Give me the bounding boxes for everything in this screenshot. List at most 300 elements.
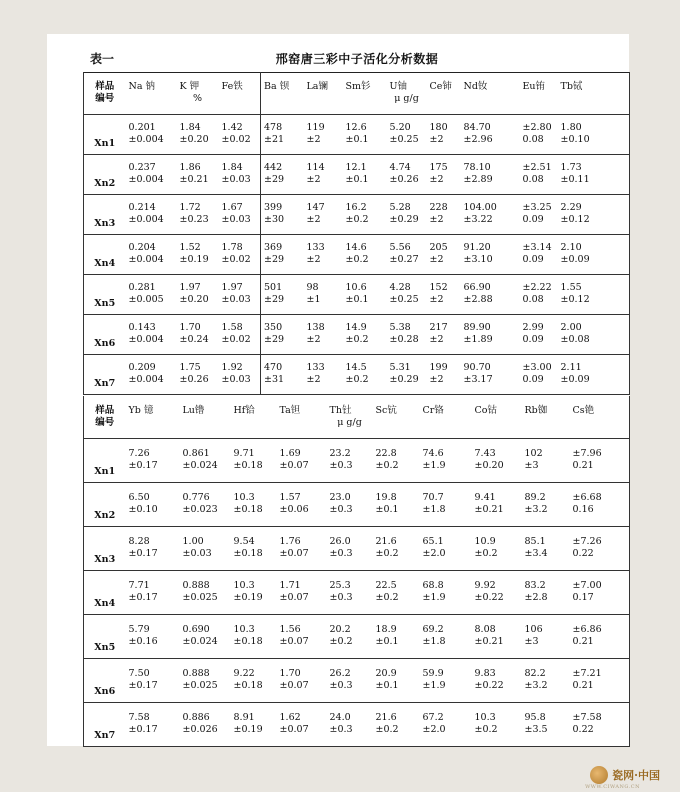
measured-value: 9.41 [474,492,496,503]
data-cell [520,194,558,234]
measured-value: 1.57 [279,492,301,503]
data-cell [461,234,520,274]
measured-value: 369 [264,242,283,253]
measured-value: 175 [429,162,448,173]
uncertainty-value: ±0.07 [279,548,309,559]
uncertainty-value: ±29 [264,174,285,185]
uncertainty-value: 0.22 [572,724,594,735]
uncertainty-value: ±0.005 [128,294,164,305]
uncertainty-value: ±0.2 [375,724,399,735]
measured-value: 26.2 [329,668,351,679]
uncertainty-value: ±0.03 [221,294,251,305]
uncertainty-value: ±3.17 [463,374,493,385]
measured-value: 83.2 [524,580,546,591]
element-name: Rb铷 [524,404,548,416]
measured-value: ±6.68 [572,492,602,503]
uncertainty-value: ±0.17 [128,548,158,559]
uncertainty-value: ±0.3 [329,460,353,471]
uncertainty-value: ±29 [264,294,285,305]
measured-value: 1.69 [279,448,301,459]
uncertainty-value: ±0.1 [375,504,399,515]
data-cell [261,114,304,154]
measured-value: 2.10 [560,242,582,253]
measured-value: 14.9 [345,322,367,333]
data-cell [558,354,630,394]
data-cell [387,234,427,274]
data-cell [126,526,180,570]
data-cell [219,354,261,394]
table-row [84,526,630,570]
data-cell [219,314,261,354]
data-cell [373,482,420,526]
element-name: K 钾 [179,80,200,92]
uncertainty-value: ±2.0 [422,548,446,559]
table-1-header [84,72,630,114]
uncertainty-value: ±1 [306,294,321,305]
measured-value: 119 [306,122,325,133]
data-cell [522,570,570,614]
uncertainty-value: ±2 [429,374,444,385]
measured-value: 180 [429,122,448,133]
uncertainty-value: ±0.2 [375,460,399,471]
element-table-1 [83,72,630,395]
column-header [126,396,180,438]
data-cell [261,314,304,354]
measured-value: 14.5 [345,362,367,373]
measured-value: 2.99 [522,322,544,333]
data-cell [472,658,522,702]
data-cell [304,114,343,154]
data-cell [219,234,261,274]
measured-value: 1.84 [179,122,201,133]
data-cell [343,354,387,394]
data-cell [420,482,472,526]
unit-label: % [192,92,203,104]
uncertainty-value: ±0.03 [182,548,212,559]
unit-label [183,417,228,429]
sample-id: Xn5 [84,274,126,314]
uncertainty-value: ±0.004 [128,214,164,225]
measured-value: 10.3 [233,492,255,503]
measured-value: ±2.22 [522,282,552,293]
uncertainty-value: ±0.3 [329,548,353,559]
uncertainty-value: ±0.09 [560,374,590,385]
column-header [327,396,373,438]
data-cell [522,702,570,746]
measured-value: ±3.25 [522,202,552,213]
measured-value: 1.62 [279,712,301,723]
data-cell [180,570,231,614]
unit-label [234,417,274,429]
measured-value: ±2.80 [522,122,552,133]
uncertainty-value: 0.16 [572,504,594,515]
data-cell [387,354,427,394]
sample-id: Xn1 [84,114,126,154]
uncertainty-value: ±0.3 [329,592,353,603]
column-header [304,72,343,114]
table-row [84,114,630,154]
data-cell [180,526,231,570]
measured-value: 10.6 [345,282,367,293]
uncertainty-value: ±1.9 [422,592,446,603]
column-header [522,396,570,438]
measured-value: 91.20 [463,242,491,253]
column-header [343,72,387,114]
data-cell [177,194,219,234]
data-cell [570,658,630,702]
measured-value: 22.5 [375,580,397,591]
uncertainty-value: ±0.023 [182,504,218,515]
data-cell [177,354,219,394]
uncertainty-value: ±3.22 [463,214,493,225]
unit-label [523,93,555,105]
measured-value: 228 [429,202,448,213]
column-header [126,72,177,114]
measured-value: 9.83 [474,668,496,679]
measured-value: 1.80 [560,122,582,133]
element-name: U铀 [389,80,408,92]
data-cell [277,614,327,658]
watermark-subtext: WWW.CIWANG.CN [585,784,640,790]
column-header [461,72,520,114]
measured-value: 0.886 [182,712,210,723]
uncertainty-value: ±0.12 [560,214,590,225]
data-cell [327,614,373,658]
unit-label [346,93,384,105]
element-name: Cr铬 [422,404,444,416]
uncertainty-value: ±0.03 [221,174,251,185]
uncertainty-value: ±0.2 [474,724,498,735]
measured-value: 2.11 [560,362,582,373]
unit-label [129,417,177,429]
data-cell [461,274,520,314]
sample-id: Xn7 [84,354,126,394]
data-cell [219,154,261,194]
uncertainty-value: ±0.17 [128,724,158,735]
uncertainty-value: ±3.10 [463,254,493,265]
data-cell [522,438,570,482]
sample-column-header: 样品 编号 [84,72,126,114]
measured-value: ±7.00 [572,580,602,591]
measured-value: 25.3 [329,580,351,591]
data-cell [558,274,630,314]
table-row [84,658,630,702]
unit-label: μ g/g [394,92,419,104]
measured-value: 67.2 [422,712,444,723]
sample-id: Xn5 [84,614,126,658]
table-row [84,194,630,234]
measured-value: 6.50 [128,492,150,503]
unit-label [573,417,627,429]
data-cell [231,438,277,482]
data-cell [126,658,180,702]
data-cell [304,274,343,314]
data-cell [558,194,630,234]
data-cell [427,234,461,274]
uncertainty-value: ±0.22 [474,592,504,603]
uncertainty-value: ±2 [429,334,444,345]
uncertainty-value: ±2 [429,254,444,265]
measured-value: 7.58 [128,712,150,723]
data-cell [261,354,304,394]
uncertainty-value: 0.22 [572,548,594,559]
uncertainty-value: ±0.024 [182,636,218,647]
data-cell [373,614,420,658]
table-2-header [84,396,630,438]
data-cell [219,274,261,314]
table-row [84,702,630,746]
measured-value: 0.214 [128,202,156,213]
uncertainty-value: 0.08 [522,174,544,185]
measured-value: 8.91 [233,712,255,723]
measured-value: 102 [524,448,543,459]
data-cell [427,194,461,234]
table-row [84,314,630,354]
data-cell [420,438,472,482]
element-name: Th钍 [329,404,352,416]
data-cell [472,702,522,746]
measured-value: 1.75 [179,362,201,373]
data-cell [461,114,520,154]
data-cell [472,570,522,614]
uncertainty-value: ±2 [306,134,321,145]
data-cell [472,526,522,570]
measured-value: 23.0 [329,492,351,503]
uncertainty-value: ±0.024 [182,460,218,471]
data-cell [387,154,427,194]
measured-value: 0.281 [128,282,156,293]
measured-value: 8.08 [474,624,496,635]
measured-value: 9.71 [233,448,255,459]
measured-value: 12.6 [345,122,367,133]
data-cell [327,526,373,570]
data-cell [520,154,558,194]
measured-value: 5.79 [128,624,150,635]
uncertainty-value: ±1.8 [422,504,446,515]
measured-value: 470 [264,362,283,373]
uncertainty-value: ±0.1 [375,680,399,691]
column-header [387,72,427,114]
uncertainty-value: ±0.18 [233,548,263,559]
data-cell [277,658,327,702]
uncertainty-value: ±0.025 [182,592,218,603]
measured-value: 9.92 [474,580,496,591]
measured-value: 69.2 [422,624,444,635]
measured-value: ±7.26 [572,536,602,547]
data-cell [420,526,472,570]
unit-label [376,417,417,429]
unit-label [129,93,174,105]
uncertainty-value: ±1.8 [422,636,446,647]
uncertainty-value: ±2 [306,374,321,385]
data-cell [520,274,558,314]
uncertainty-value: ±0.2 [375,548,399,559]
measured-value: 133 [306,362,325,373]
column-header [570,396,630,438]
measured-value: 1.86 [179,162,201,173]
uncertainty-value: ±0.07 [279,592,309,603]
uncertainty-value: ±0.17 [128,592,158,603]
watermark-text: 瓷网·中国 [612,769,660,782]
data-cell [420,614,472,658]
element-name: La镧 [306,80,328,92]
element-table-2 [83,396,630,747]
uncertainty-value: ±0.19 [233,592,263,603]
measured-value: 1.76 [279,536,301,547]
measured-value: 5.38 [389,322,411,333]
uncertainty-value: ±0.16 [128,636,158,647]
element-name: Ba 钡 [264,80,290,92]
data-cell [472,614,522,658]
unit-label [525,417,567,429]
data-cell [343,114,387,154]
measured-value: 1.84 [221,162,243,173]
watermark-logo [590,766,660,784]
data-cell [522,482,570,526]
uncertainty-value: ±0.28 [389,334,419,345]
measured-value: 0.143 [128,322,156,333]
measured-value: 10.3 [233,580,255,591]
measured-value: ±6.86 [572,624,602,635]
data-cell [520,354,558,394]
data-cell [277,482,327,526]
data-cell [461,354,520,394]
measured-value: 4.28 [389,282,411,293]
measured-value: 501 [264,282,283,293]
data-cell [180,702,231,746]
data-cell [231,570,277,614]
measured-value: 0.861 [182,448,210,459]
data-cell [373,570,420,614]
uncertainty-value: 0.09 [522,214,544,225]
data-cell [558,314,630,354]
data-cell [304,234,343,274]
element-name: Nd钕 [463,80,488,92]
measured-value: 26.0 [329,536,351,547]
uncertainty-value: ±0.004 [128,254,164,265]
uncertainty-value: ±0.03 [221,374,251,385]
data-cell [570,570,630,614]
measured-value: 82.2 [524,668,546,679]
sample-id: Xn2 [84,154,126,194]
uncertainty-value: 0.09 [522,334,544,345]
uncertainty-value: ±0.2 [345,334,369,345]
column-header [231,396,277,438]
data-cell [427,154,461,194]
data-cell [327,658,373,702]
measured-value: 84.70 [463,122,491,133]
data-cell [327,482,373,526]
uncertainty-value: ±0.3 [329,724,353,735]
uncertainty-value: ±2 [306,214,321,225]
unit-label [307,93,340,105]
uncertainty-value: ±0.1 [375,636,399,647]
data-cell [570,438,630,482]
uncertainty-value: ±2 [306,254,321,265]
data-cell [231,482,277,526]
column-header [427,72,461,114]
measured-value: 106 [524,624,543,635]
uncertainty-value: ±0.25 [389,134,419,145]
uncertainty-value: ±1.9 [422,460,446,471]
element-name: Lu镥 [182,404,205,416]
data-cell [177,314,219,354]
measured-value: 478 [264,122,283,133]
measured-value: 1.00 [182,536,204,547]
data-cell [570,614,630,658]
data-cell [387,194,427,234]
data-cell [343,194,387,234]
data-cell [277,570,327,614]
measured-value: 8.28 [128,536,150,547]
table-row [84,570,630,614]
uncertainty-value: ±0.2 [329,636,353,647]
measured-value: 12.1 [345,162,367,173]
uncertainty-value: ±0.07 [279,636,309,647]
uncertainty-value: ±0.18 [233,680,263,691]
uncertainty-value: ±0.10 [128,504,158,515]
uncertainty-value: 0.17 [572,592,594,603]
unit-label [430,93,458,105]
sample-id: Xn3 [84,194,126,234]
element-name: Tb铽 [560,80,583,92]
uncertainty-value: ±0.23 [179,214,209,225]
measured-value: 1.97 [221,282,243,293]
uncertainty-value: ±0.2 [474,548,498,559]
measured-value: ±3.14 [522,242,552,253]
data-cell [180,614,231,658]
data-cell [126,194,177,234]
uncertainty-value: ±0.1 [345,134,369,145]
data-cell [304,314,343,354]
measured-value: 0.776 [182,492,210,503]
uncertainty-value: ±0.29 [389,214,419,225]
measured-value: 1.55 [560,282,582,293]
element-name: Co钴 [474,404,497,416]
data-cell [219,194,261,234]
uncertainty-value: ±3.2 [524,504,548,515]
measured-value: 199 [429,362,448,373]
measured-value: 1.92 [221,362,243,373]
data-cell [461,154,520,194]
uncertainty-value: ±0.17 [128,460,158,471]
data-cell [126,614,180,658]
data-cell [558,114,630,154]
measured-value: 10.3 [233,624,255,635]
measured-value: 19.8 [375,492,397,503]
measured-value: 89.2 [524,492,546,503]
uncertainty-value: ±0.2 [375,592,399,603]
data-cell [277,438,327,482]
measured-value: 1.72 [179,202,201,213]
uncertainty-value: ±2 [429,134,444,145]
unit-label [222,93,258,105]
data-cell [373,702,420,746]
data-cell [522,614,570,658]
measured-value: 7.43 [474,448,496,459]
uncertainty-value: ±0.12 [560,294,590,305]
measured-value: ±2.51 [522,162,552,173]
table-row [84,274,630,314]
measured-value: 7.50 [128,668,150,679]
measured-value: ±7.96 [572,448,602,459]
uncertainty-value: ±0.11 [560,174,590,185]
measured-value: 7.71 [128,580,150,591]
measured-value: 1.70 [279,668,301,679]
data-cell [520,314,558,354]
uncertainty-value: ±2 [306,334,321,345]
sample-id: Xn4 [84,234,126,274]
